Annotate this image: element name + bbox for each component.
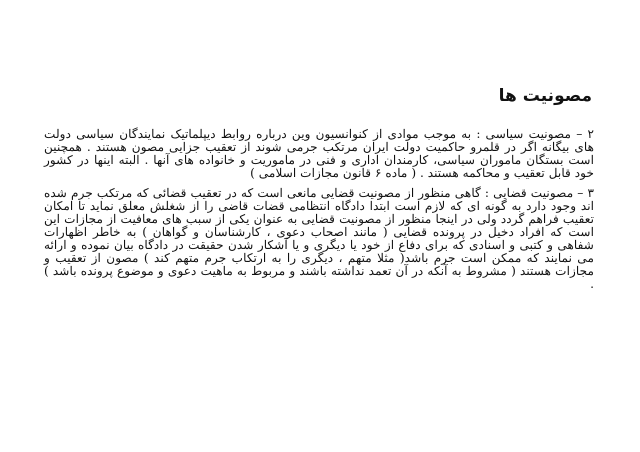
slide-title: مصونیت ها [498,86,592,106]
slide-body [44,128,594,298]
paragraph-diplomatic-immunity: ۲ – مصونیت سیاسی : به موجب موادی از کنوانسیون وین درباره روابط دیپلماتیک نمایندگان سیاسی دولت های بیگانه اگر در قلمرو حاکمیت دولت ایران مرتکب جرمی شوند از تعقیب جزایی مصون هستند . همچنین است بستگان ماموران سیاسی، کارمندان اداری و فنی در ماموریت و خانواده های آنها . البته اینها در کشور خود قابل تعقیب و محاکمه هستند . ( ماده ۶ قانون مجازات اسلامی ) [44,127,594,180]
paragraph-judicial-immunity: ۳ – مصونیت قضایی : گاهی منظور از مصونیت قضایی مانعی است که در تعقیب قضائی که مرتکب جرم شده اند وجود دارد به گونه ای که لازم است ابتدا دادگاه انتظامی قضات قاضی را از شغلش معلق نماید تا امکان تعقیب فراهم گردد ولی در اینجا منظور از مصونیت قضایی به عنوان یکی از سبب های معافیت از مجازات این است که افراد دخیل در پرونده قضایی ( مانند اصحاب دعوی ، کارشناسان و گواهان ) به خاطر اظهارات شفاهی و کتبی و اسنادی که برای دفاع از خود یا دیگری و یا آشکار شدن حقیقت در دادگاه بیان نموده و ارائه می نمایند که ممکن است جرم باشد( مثلا متهم ، دیگری را به ارتکاب جرم متهم کند ) مصون از تعقیب و مجازات هستند ( مشروط به آنکه در آن تعمد نداشته باشند و مربوط به ماهیت دعوی و موضوع پرونده باشد ) . [44,186,594,291]
